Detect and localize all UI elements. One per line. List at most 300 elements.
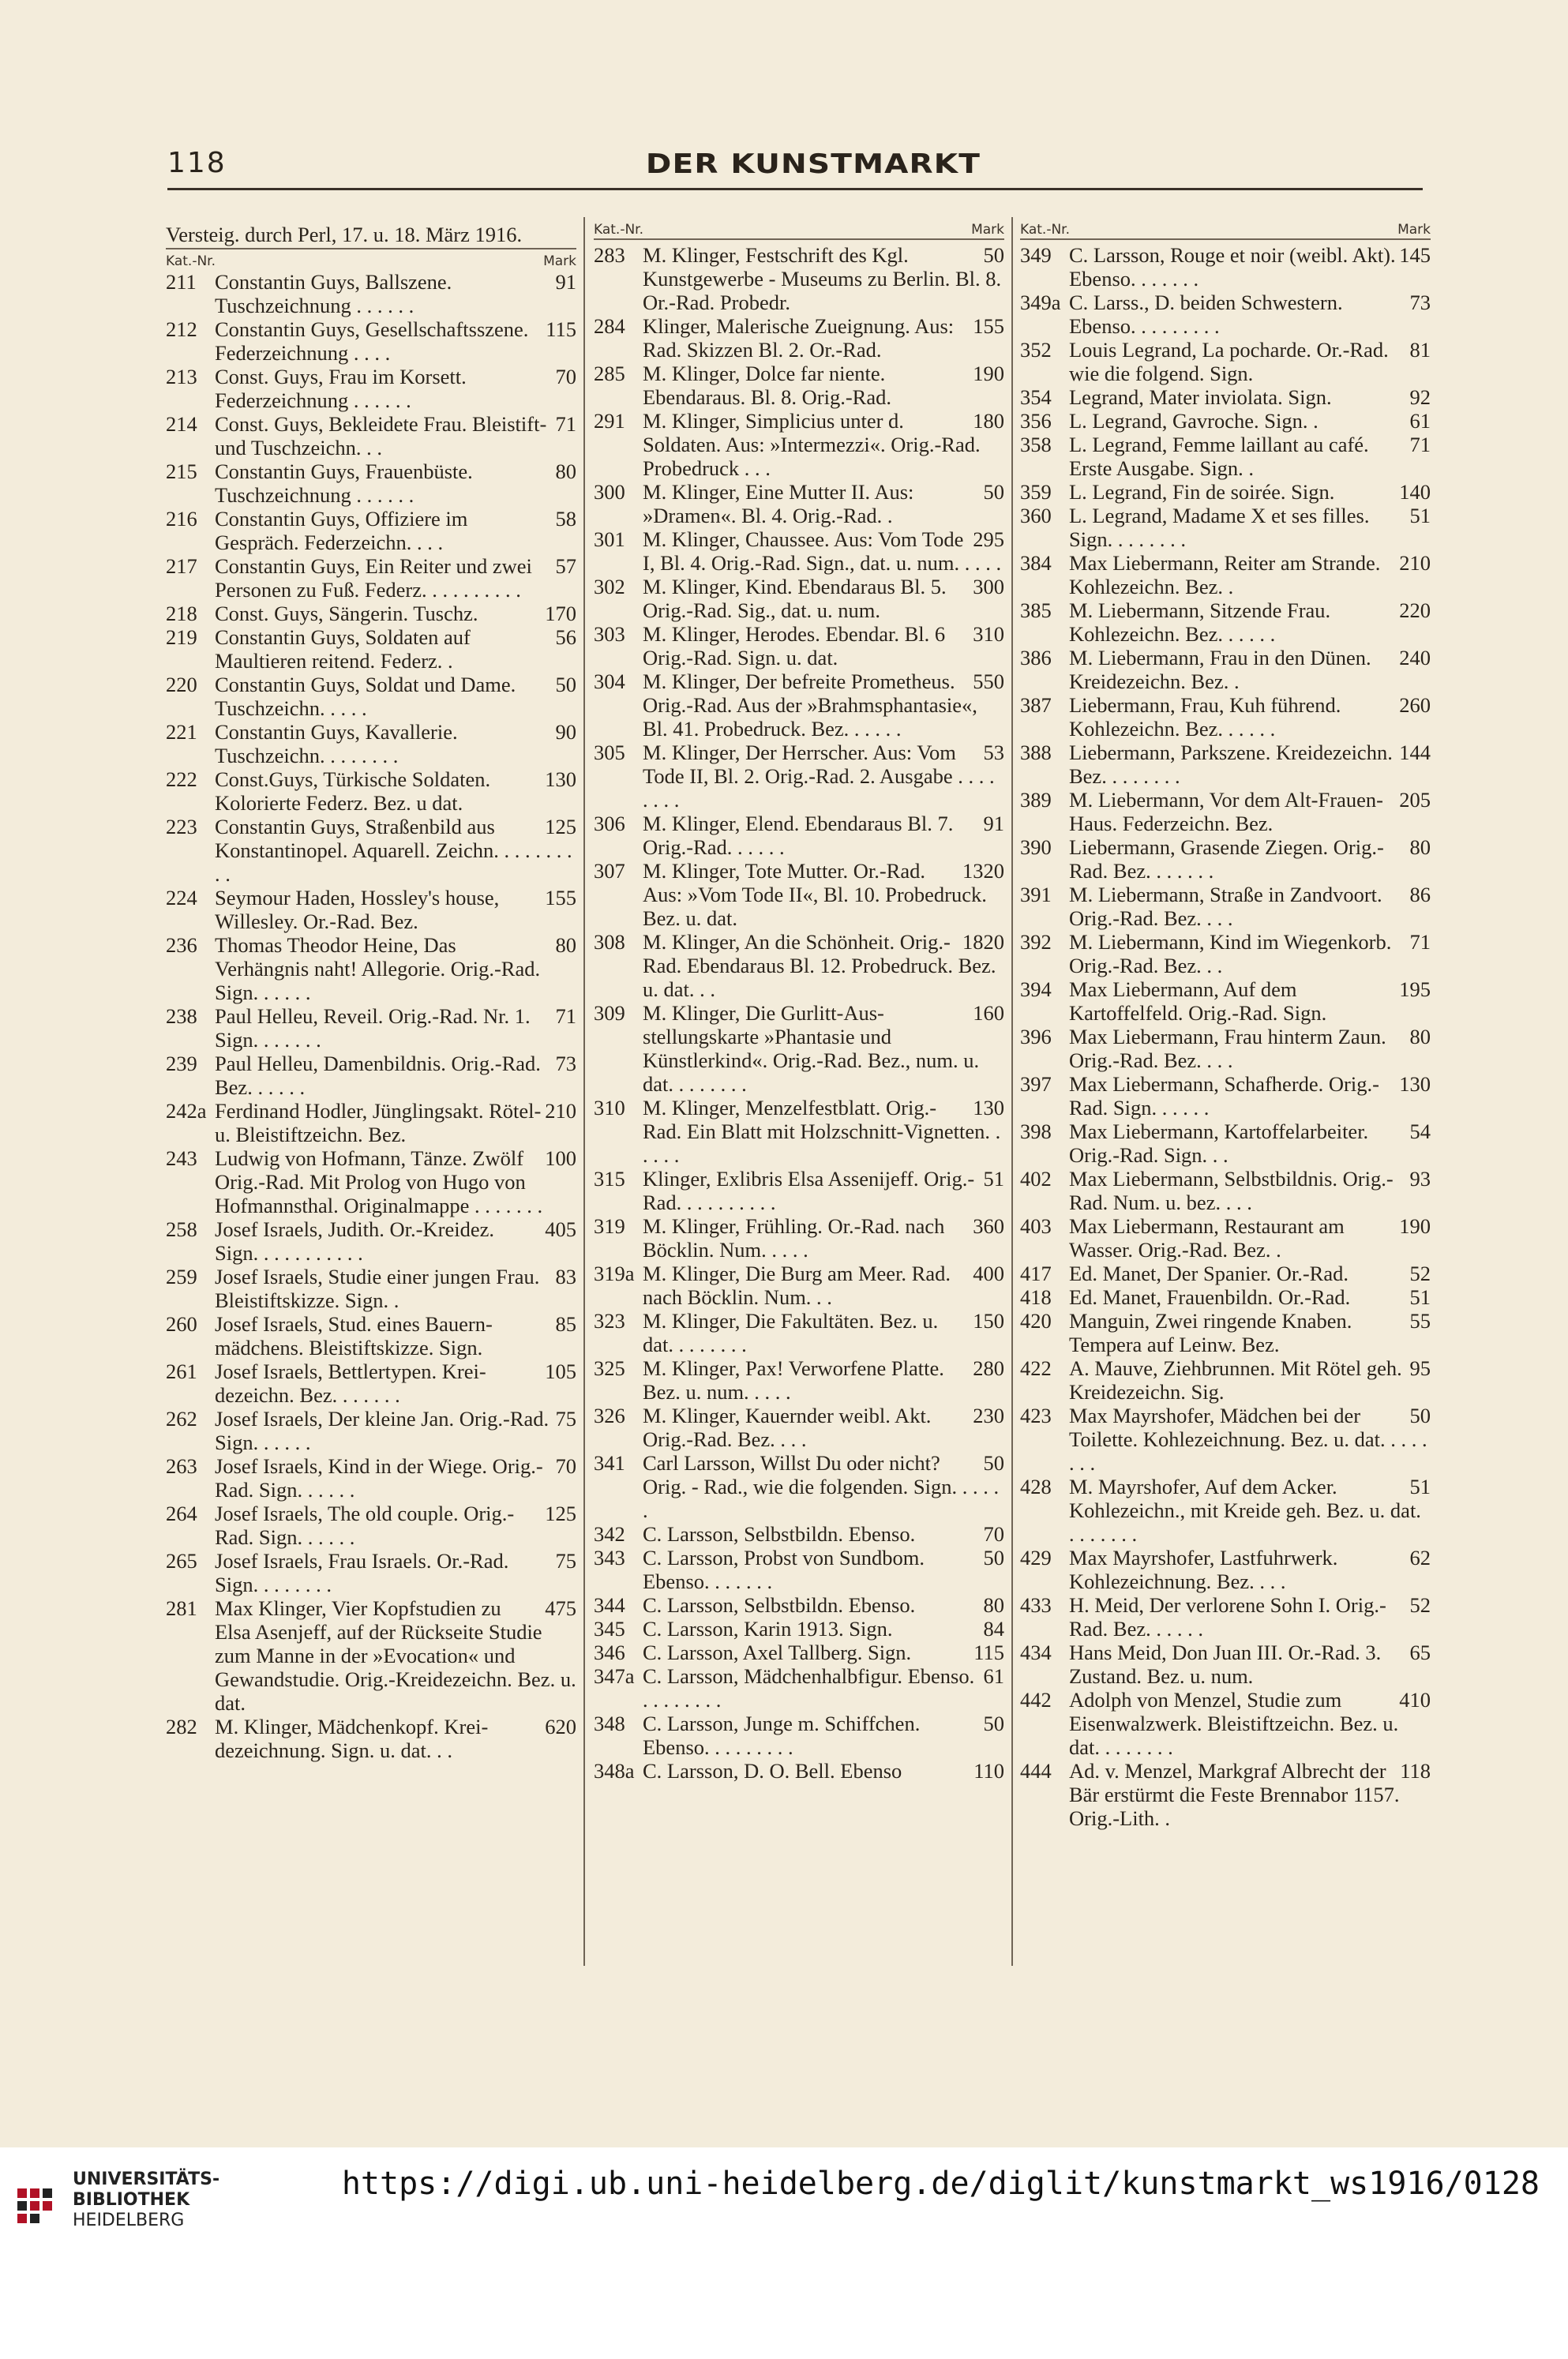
catalog-number: 348 [594,1712,625,1735]
catalog-entry [594,1167,1004,1214]
catalog-entry [594,859,1004,930]
catalog-number: 300 [594,480,625,504]
catalog-number: 346 [594,1641,625,1664]
price: 73 [555,1052,576,1075]
price: 65 [1409,1641,1431,1664]
catalog-entry [1020,551,1431,598]
entry-description: Josef Israels, Stud. eines Bauernmädchens. Bleistiftskizze. Sign. [215,1312,493,1360]
entry-description: Thomas Theodor Heine, Das Verhängnis naht! Allegorie. Orig.-Rad. Sign. . . . . . [215,933,541,1004]
catalog-number: 385 [1020,598,1052,622]
catalog-entry [1020,409,1431,433]
catalog-number: 223 [166,815,197,838]
price: 300 [973,575,1004,598]
price: 80 [555,933,576,957]
price: 130 [545,767,576,791]
entry-description: M. Klinger, Frühling. Or.-Rad. nach Böcklin. Num. . . . . [643,1214,945,1262]
price: 190 [973,362,1004,385]
catalog-entry [1020,646,1431,693]
catalog-number: 391 [1020,883,1052,906]
entry-description: Max Liebermann, Reiter am Strande. Kohlezeichn. Bez. . [1069,551,1381,598]
mark-label: Mark [1397,222,1431,238]
price: 100 [545,1146,576,1170]
price: 91 [555,270,576,294]
catalog-entry [1020,1688,1431,1759]
entry-description: Legrand, Mater inviolata. Sign. [1069,385,1332,409]
entry-description: M. Klinger, Eine Mutter II. Aus: »Dramen«. Bl. 4. Orig.-Rad. . [643,480,914,527]
catalog-number: 326 [594,1404,625,1427]
catalog-number: 345 [594,1617,625,1641]
catalog-entry [594,1451,1004,1522]
entry-description: M. Liebermann, Kind im Wiegenkorb. Orig.-Rad. Bez. . . [1069,930,1392,977]
entry-description: M. Klinger, Festschrift des Kgl. Kunstgewerbe - Museums zu Berlin. Bl. 8. Or.-Rad. Probedr. [643,243,1002,314]
catalog-number: 291 [594,409,625,433]
catalog-entry [594,314,1004,362]
catalog-number: 341 [594,1451,625,1475]
entry-description: Const.Guys, Türkische Soldaten. Kolorierte Federz. Bez. u dat. [215,767,491,815]
price: 91 [983,812,1004,835]
entry-description: Constantin Guys, Ballszene. Tuschzeichnung . . . . . . [215,270,452,317]
price: 61 [1409,409,1431,433]
price: 1320 [962,859,1004,883]
entry-description: M. Klinger, Kauernder weibl. Akt. Orig.-Rad. Bez. . . . [643,1404,932,1451]
catalog-number: 216 [166,507,197,531]
catalog-number: 259 [166,1265,197,1288]
catalog-entry [594,1712,1004,1759]
catalog-number: 360 [1020,504,1052,527]
price: 75 [555,1549,576,1573]
catalog-entry [166,1217,576,1265]
catalog-entry [1020,1404,1431,1475]
catalog-number: 212 [166,317,197,341]
price: 50 [983,1546,1004,1570]
catalog-number: 217 [166,554,197,578]
kat-nr-label: Kat.-Nr. [1020,222,1071,238]
catalog-entry [166,1502,576,1549]
price: 51 [1409,1285,1431,1309]
library-line-2: BIBLIOTHEK [73,2190,190,2210]
catalog-entry [166,1004,576,1052]
catalog-entry [1020,243,1431,291]
catalog-number: 386 [1020,646,1052,669]
catalog-entry [166,886,576,933]
catalog-number: 343 [594,1546,625,1570]
entry-description: Max Liebermann, Frau hinterm Zaun. Orig.-Rad. Bez. . . . [1069,1025,1386,1072]
catalog-number: 282 [166,1715,197,1738]
catalog-number: 352 [1020,338,1052,362]
entry-description: C. Larsson, D. O. Bell. Ebenso [643,1759,902,1783]
entry-description: Josef Israels, Studie einer jungen Frau. Bleistiftskizze. Sign. . [215,1265,540,1312]
entry-description: M. Klinger, Die Fakultäten. Bez. u. dat. . . . . . . . [643,1309,939,1356]
catalog-entry [1020,291,1431,338]
catalog-number: 347a [594,1664,635,1688]
catalog-entry [1020,1285,1431,1309]
entry-description: M. Klinger, Simplicius unter d. Soldaten. Aus: »Intermezzi«. Orig.-Rad. Probedruck . . . [643,409,981,480]
entry-description: C. Larss., D. beiden Schwestern. Ebenso. . . . . . . . . [1069,291,1343,338]
catalog-entry [594,1593,1004,1617]
price: 50 [1409,1404,1431,1427]
catalog-number: 442 [1020,1688,1052,1712]
kat-nr-label: Kat.-Nr. [594,222,644,238]
catalog-number: 418 [1020,1285,1052,1309]
catalog-entry [1020,1593,1431,1641]
entry-description: Adolph von Menzel, Studie zum Eisenwalzwerk. Bleistiftzeichn. Bez. u. dat. . . . . . . . [1069,1688,1399,1759]
catalog-entry [166,1715,576,1762]
catalog-entry [1020,385,1431,409]
catalog-number: 218 [166,602,197,625]
column-header [1020,221,1431,240]
catalog-number: 422 [1020,1356,1052,1380]
catalog-number: 384 [1020,551,1052,575]
catalog-entry [1020,1025,1431,1072]
catalog-number: 309 [594,1001,625,1025]
catalog-entry [166,602,576,625]
entry-description: M. Klinger, Mädchenkopf. Kreidezeichnung. Sign. u. dat. . . [215,1715,489,1762]
price: 190 [1399,1214,1431,1238]
catalog-number: 243 [166,1146,197,1170]
catalog-entry [1020,1475,1431,1546]
entry-description: H. Meid, Der verlorene Sohn I. Orig.-Rad. Bez. . . . . . [1069,1593,1386,1641]
price: 1820 [962,930,1004,954]
catalog-entry [594,1262,1004,1309]
price: 405 [545,1217,576,1241]
price: 51 [983,1167,1004,1191]
catalog-entry [166,1265,576,1312]
entry-description: Constantin Guys, Straßenbild aus Konstantinopel. Aquarell. Zeichn. . . . . . . . . . [215,815,572,886]
catalog-number: 423 [1020,1404,1052,1427]
catalog-entry [166,767,576,815]
entry-description: Ed. Manet, Frauenbildn. Or.-Rad. [1069,1285,1351,1309]
price: 90 [555,720,576,744]
entry-description: C. Larsson, Junge m. Schiffchen. Ebenso. . . . . . . . . [643,1712,921,1759]
library-logo[interactable] [17,2157,219,2244]
catalog-entry [166,317,576,365]
price: 83 [555,1265,576,1288]
header-rule [167,188,1423,190]
price: 550 [973,669,1004,693]
catalog-entry [1020,835,1431,883]
catalog-number: 261 [166,1360,197,1383]
price: 57 [555,554,576,578]
catalog-entry [594,1759,1004,1783]
entry-description: Constantin Guys, Offiziere im Gespräch. Federzeichn. . . . [215,507,468,554]
entry-description: M. Klinger, Menzelfestblatt. Orig.-Rad. Ein Blatt mit Holzschnitt-Vignetten. . . . . . [643,1096,1001,1167]
catalog-entry [166,270,576,317]
price: 70 [983,1522,1004,1546]
entry-description: Josef Israels, Der kleine Jan. Orig.-Rad. Sign. . . . . . [215,1407,550,1454]
catalog-entry [1020,883,1431,930]
entry-description: Constantin Guys, Ein Reiter und zwei Personen zu Fuß. Federz. . . . . . . . . . [215,554,532,602]
catalog-entry [594,480,1004,527]
entry-description: A. Mauve, Ziehbrunnen. Mit Rötel geh. Kreidezeichn. Sig. [1069,1356,1402,1404]
price: 61 [983,1664,1004,1688]
price: 54 [1409,1119,1431,1143]
entry-description: L. Legrand, Gavroche. Sign. . [1069,409,1319,433]
entry-description: Ad. v. Menzel, Markgraf Albrecht der Bär erstürmt die Feste Brennabor 1157. Orig.-Lith. . [1069,1759,1400,1830]
catalog-entry [1020,1641,1431,1688]
price: 51 [1409,1475,1431,1498]
price: 50 [983,1451,1004,1475]
entry-description: M. Klinger, Dolce far niente. Ebendaraus. Bl. 8. Orig.-Rad. [643,362,891,409]
entry-description: Manguin, Zwei ringende Knaben. Tempera auf Leinw. Bez. [1069,1309,1352,1356]
column-1 [166,221,576,1997]
price: 80 [1409,835,1431,859]
price: 130 [1399,1072,1431,1096]
price: 52 [1409,1593,1431,1617]
entry-description: Const. Guys, Frau im Korsett. Federzeichnung . . . . . . [215,365,467,412]
catalog-entry [166,507,576,554]
catalog-entry [1020,480,1431,504]
catalog-entry [1020,1072,1431,1119]
catalog-number: 213 [166,365,197,388]
catalog-number: 315 [594,1167,625,1191]
entry-description: M. Liebermann, Vor dem Alt-Frauen-Haus. Federzeichn. Bez. [1069,788,1383,835]
price: 400 [973,1262,1004,1285]
catalog-number: 310 [594,1096,625,1119]
catalog-entry [166,1312,576,1360]
entry-description: Klinger, Malerische Zueignung. Aus: Rad. Skizzen Bl. 2. Or.-Rad. [643,314,955,362]
entry-description: Liebermann, Parkszene. Kreidezeichn. Bez. . . . . . . . [1069,741,1393,788]
catalog-number: 323 [594,1309,625,1333]
price: 260 [1399,693,1431,717]
catalog-number: 219 [166,625,197,649]
price: 220 [1399,598,1431,622]
catalog-number: 403 [1020,1214,1052,1238]
entry-description: M. Klinger, An die Schönheit. Orig.-Rad. Ebendaraus Bl. 12. Probedruck. Bez. u. dat. . . [643,930,996,1001]
catalog-number: 349 [1020,243,1052,267]
catalog-entry [594,1001,1004,1096]
entry-description: Hans Meid, Don Juan III. Or.-Rad. 3. Zustand. Bez. u. num. [1069,1641,1382,1688]
entry-description: Paul Helleu, Damenbildnis. Orig.-Rad. Bez. . . . . . [215,1052,541,1099]
catalog-entry [1020,741,1431,788]
catalog-number: 281 [166,1596,197,1620]
catalog-entry [1020,977,1431,1025]
price: 71 [555,412,576,436]
catalog-entry [166,1360,576,1407]
catalog-entry [166,625,576,673]
price: 71 [555,1004,576,1028]
catalog-entry [166,1549,576,1596]
catalog-number: 356 [1020,409,1052,433]
entry-description: Constantin Guys, Kavallerie. Tuschzeichn. . . . . . . . [215,720,458,767]
price: 125 [545,815,576,838]
catalog-entry [594,362,1004,409]
entry-description: L. Legrand, Madame X et ses filles. Sign. . . . . . . . [1069,504,1370,551]
price: 130 [973,1096,1004,1119]
entry-description: M. Klinger, Der befreite Prometheus. Orig.-Rad. Aus der »Brahmsphantasie«, Bl. 41. Probedruck. Bez. . . . . . [643,669,977,741]
catalog-number: 354 [1020,385,1052,409]
catalog-entry [594,1356,1004,1404]
catalog-number: 358 [1020,433,1052,456]
catalog-number: 434 [1020,1641,1052,1664]
catalog-number: 222 [166,767,197,791]
entry-description: Ed. Manet, Der Spanier. Or.-Rad. [1069,1262,1349,1285]
catalog-entry [594,1309,1004,1356]
price: 105 [545,1360,576,1383]
entry-description: M. Klinger, Elend. Ebendaraus Bl. 7. Orig.-Rad. . . . . . [643,812,954,859]
price: 115 [973,1641,1004,1664]
price: 58 [555,507,576,531]
catalog-entry [594,622,1004,669]
entry-description: M. Klinger, Herodes. Ebendar. Bl. 6 Orig.-Rad. Sign. u. dat. [643,622,946,669]
price: 360 [973,1214,1004,1238]
catalog-entry [1020,1356,1431,1404]
price: 50 [983,1712,1004,1735]
price: 81 [1409,338,1431,362]
catalog-number: 301 [594,527,625,551]
entry-description: L. Legrand, Fin de soirée. Sign. [1069,480,1335,504]
entry-description: M. Klinger, Die Gurlitt-Ausstellungskarte »Phantasie und Künstlerkind«. Orig.-Rad. Bez., num. u. dat. . . . . . . . [643,1001,980,1096]
catalog-entry [1020,1167,1431,1214]
column-divider [1011,217,1013,1966]
catalog-number: 420 [1020,1309,1052,1333]
entry-description: Klinger, Exlibris Elsa Assenijeff. Orig.-Rad. . . . . . . . . . [643,1167,975,1214]
price: 170 [545,602,576,625]
price: 93 [1409,1167,1431,1191]
entry-description: Liebermann, Frau, Kuh führend. Kohlezeichn. Bez. . . . . . [1069,693,1341,741]
catalog-number: 392 [1020,930,1052,954]
catalog-number: 390 [1020,835,1052,859]
catalog-number: 429 [1020,1546,1052,1570]
entry-description: Max Liebermann, Restaurant am Wasser. Orig.-Rad. Bez. . [1069,1214,1345,1262]
catalog-number: 265 [166,1549,197,1573]
entry-description: M. Liebermann, Frau in den Dünen. Kreidezeichn. Bez. . [1069,646,1371,693]
price: 160 [973,1001,1004,1025]
catalog-number: 428 [1020,1475,1052,1498]
price: 73 [1409,291,1431,314]
entry-description: Seymour Haden, Hossley's house, Willesley. Or.-Rad. Bez. [215,886,500,933]
price: 140 [1399,480,1431,504]
entry-description: Max Liebermann, Kartoffelarbeiter. Orig.-Rad. Sign. . . [1069,1119,1369,1167]
catalog-number: 260 [166,1312,197,1336]
catalog-entry [1020,504,1431,551]
catalog-entry [1020,788,1431,835]
entry-description: C. Larsson, Selbstbildn. Ebenso. [643,1593,916,1617]
catalog-number: 224 [166,886,197,909]
catalog-entry [594,1096,1004,1167]
price: 80 [1409,1025,1431,1048]
price: 118 [1400,1759,1431,1783]
catalog-entry [1020,338,1431,385]
catalog-entry [1020,1546,1431,1593]
entry-description: M. Klinger, Kind. Ebendaraus Bl. 5. Orig.-Rad. Sig., dat. u. num. [643,575,947,622]
column-divider [583,217,585,1966]
entry-description: Josef Israels, Kind in der Wiege. Orig.-Rad. Sign. . . . . . [215,1454,543,1502]
price: 80 [555,459,576,483]
entry-description: M. Klinger, Die Burg am Meer. Rad. nach Böcklin. Num. . . [643,1262,951,1309]
price: 205 [1399,788,1431,812]
price: 620 [545,1715,576,1738]
column-3 [1020,221,1431,1997]
price: 230 [973,1404,1004,1427]
entry-description: M. Liebermann, Straße in Zandvoort. Orig.-Rad. Bez. . . . [1069,883,1382,930]
price: 195 [1399,977,1431,1001]
price: 52 [1409,1262,1431,1285]
entry-description: Ludwig von Hofmann, Tänze. Zwölf Orig.-Rad. Mit Prolog von Hugo von Hofmannsthal. Originalmappe . . . . . . . [215,1146,543,1217]
catalog-entry [166,554,576,602]
catalog-number: 258 [166,1217,197,1241]
entry-description: Constantin Guys, Soldaten auf Maultieren reitend. Federz. . [215,625,471,673]
catalog-number: 285 [594,362,625,385]
catalog-number: 220 [166,673,197,696]
kat-nr-label: Kat.-Nr. [166,253,216,269]
catalog-entry [594,1522,1004,1546]
price: 70 [555,365,576,388]
catalog-number: 283 [594,243,625,267]
entry-description: Louis Legrand, La pocharde. Or.-Rad. wie die folgend. Sign. [1069,338,1389,385]
catalog-entry [166,815,576,886]
entry-description: Josef Israels, Bettlertypen. Kreidezeichn. Bez. . . . . . . [215,1360,486,1407]
catalog-entry [594,575,1004,622]
catalog-entry [594,1664,1004,1712]
catalog-number: 242a [166,1099,207,1123]
entry-description: Max Liebermann, Selbstbildnis. Orig.-Rad. Num. u. bez. . . . [1069,1167,1394,1214]
entry-description: Constantin Guys, Soldat und Dame. Tuschzeichn. . . . . [215,673,516,720]
catalog-number: 349a [1020,291,1061,314]
catalog-number: 319 [594,1214,625,1238]
catalog-entry [594,1617,1004,1641]
entry-description: Max Klinger, Vier Kopfstudien zu Elsa Asenjeff, auf der Rückseite Studie zum Manne in der »Evocation« und Gewandstudie. Orig.-Kreidezeichn. Bez. u. dat. [215,1596,576,1715]
auction-heading: Versteig. durch Perl, 17. u. 18. März 1916. [166,221,576,249]
price: 155 [973,314,1004,338]
price: 70 [555,1454,576,1478]
catalog-number: 221 [166,720,197,744]
catalog-number: 262 [166,1407,197,1431]
catalog-entry [594,1404,1004,1451]
entry-description: Const. Guys, Bekleidete Frau. Bleistift- und Tuschzeichn. . . [215,412,547,459]
entry-description: M. Liebermann, Sitzende Frau. Kohlezeichn. Bez. . . . . . [1069,598,1331,646]
price: 50 [983,480,1004,504]
catalog-number: 306 [594,812,625,835]
entry-description: M. Klinger, Pax! Verworfene Platte. Bez. u. num. . . . . [643,1356,944,1404]
catalog-entry [594,930,1004,1001]
catalog-entry [1020,598,1431,646]
catalog-entry [594,1641,1004,1664]
catalog-entry [1020,930,1431,977]
catalog-number: 387 [1020,693,1052,717]
price: 310 [973,622,1004,646]
catalog-entry [166,673,576,720]
catalog-number: 214 [166,412,197,436]
price: 62 [1409,1546,1431,1570]
catalog-number: 284 [594,314,625,338]
price: 295 [973,527,1004,551]
source-url-link[interactable]: https://digi.ub.uni-heidelberg.de/diglit/kunstmarkt_ws1916/0128 [341,2166,1540,2202]
entry-description: C. Larsson, Selbstbildn. Ebenso. [643,1522,916,1546]
entry-description: M. Mayrshofer, Auf dem Acker. Kohlezeichn., mit Kreide geh. Bez. u. dat. . . . . . . . [1069,1475,1421,1546]
catalog-entry [594,812,1004,859]
running-head: DER KUNSTMARKT [645,148,981,180]
catalog-number: 211 [166,270,197,294]
column-header [166,253,576,270]
catalog-number: 305 [594,741,625,764]
price: 84 [983,1617,1004,1641]
catalog-entry [166,1052,576,1099]
catalog-number: 307 [594,859,625,883]
catalog-entry [594,409,1004,480]
catalog-number: 238 [166,1004,197,1028]
catalog-entry [1020,1214,1431,1262]
price: 71 [1409,930,1431,954]
catalog-number: 239 [166,1052,197,1075]
catalog-number: 264 [166,1502,197,1525]
price: 56 [555,625,576,649]
entry-description: Max Liebermann, Auf dem Kartoffelfeld. Orig.-Rad. Sign. [1069,977,1327,1025]
entry-description: C. Larsson, Mädchenhalbfigur. Ebenso. . . . . . . . . [643,1664,975,1712]
entry-description: Constantin Guys, Gesellschaftsszene. Federzeichnung . . . . [215,317,529,365]
catalog-number: 325 [594,1356,625,1380]
catalog-entry [594,243,1004,314]
entry-description: C. Larsson, Karin 1913. Sign. [643,1617,893,1641]
